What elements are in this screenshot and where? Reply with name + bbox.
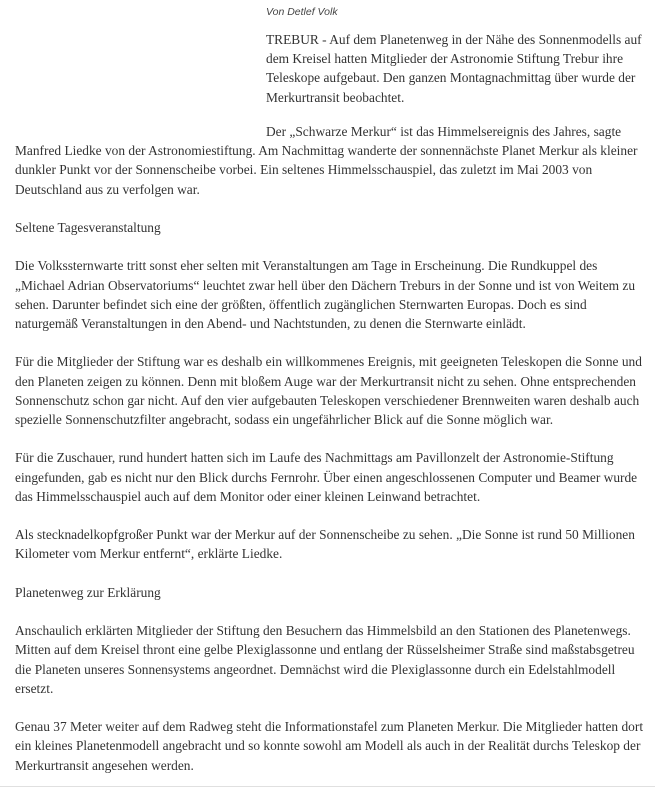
paragraph-5: Als stecknadelkopfgroßer Punkt war der Merkur auf der Sonnenscheibe zu sehen. „Die Sonne ist rund 50 Millionen Kilometer vom Merkur entfernt“, erklärte Liedke. xyxy=(15,527,635,562)
paragraph-3: Für die Mitglieder der Stiftung war es deshalb ein willkommenes Ereignis, mit geeigneten Teleskopen die Sonne und den Planeten zeigen zu können. Denn mit bloßem Auge war der Merkurtransit nicht zu sehen. Ohne entsprechenden Sonnenschutz schon gar nicht. Auf den vier aufgebauten Teleskopen verschiedener Brennweiten waren deshalb auch spezielle Sonnenschutzfilter angebracht, sodass ein ungefährlicher Blick auf die Sonne möglich war. xyxy=(15,354,642,427)
article-lead: TREBUR - Auf dem Planetenweg in der Nähe des Sonnenmodells auf dem Kreisel hatten Mitglieder der Astronomie Stiftung Trebur ihre Teleskope aufgebaut. Den ganzen Montagnachmittag über wurde der Merkurtransit beobachtet. xyxy=(266,32,642,105)
article-body xyxy=(15,122,649,794)
bottom-divider xyxy=(0,786,655,787)
paragraph-2: Die Volkssternwarte tritt sonst eher selten mit Veranstaltungen am Tage in Erscheinung. Die Rundkuppel des „Michael Adrian Observatoriums“ leuchtet zwar hell über den Dächern Treburs in der Sonne und ist von Weitem zu sehen. Darunter befindet sich eine der größten, öffentlich zugänglichen Sternwarten Europas. Doch es sind naturgemäß Veranstaltungen in den Abend- und Nachtstunden, zu denen die Sternwarte einlädt. xyxy=(15,258,636,331)
paragraph-4: Für die Zuschauer, rund hundert hatten sich im Laufe des Nachmittags am Pavillonzelt der Astronomie-Stiftung eingefunden, gab es nicht nur den Blick durchs Fernrohr. Über einen angeschlossenen Computer und Beamer wurde das Himmelsschauspiel auch auf dem Monitor oder einer kleinen Leinwand betrachtet. xyxy=(15,450,638,504)
author-byline: Von Detlef Volk xyxy=(266,6,338,18)
paragraph-6: Anschaulich erklärten Mitglieder der Stiftung den Besuchern das Himmelsbild an den Stationen des Planetenwegs. Mitten auf dem Kreisel thront eine gelbe Plexiglassonne und entlang der Rüsselsheimer Straße sind maßstabsgetreu die Planeten unseres Sonnensystems angeordnet. Demnächst wird die Plexiglassonne durch ein Edelstahlmodell ersetzt. xyxy=(15,623,635,696)
subheading-1: Seltene Tagesveranstaltung xyxy=(15,220,161,235)
paragraph-7: Genau 37 Meter weiter auf dem Radweg steht die Informationstafel zum Planeten Merkur. Die Mitglieder hatten dort ein kleines Planetenmodell angebracht und so konnte sowohl am Modell als auch in der Realität durchs Teleskop der Merkurtransit angesehen werden. xyxy=(15,719,644,773)
paragraph-1: Der „Schwarze Merkur“ ist das Himmelsereignis des Jahres, sagte Manfred Liedke von der Astronomiestiftung. Am Nachmittag wanderte der sonnennächste Planet Merkur als kleiner dunkler Punkt vor der Sonnenscheibe vorbei. Ein seltenes Himmelsschauspiel, das zuletzt im Mai 2003 von Deutschland aus zu verfolgen war. xyxy=(15,124,638,197)
subheading-2: Planetenweg zur Erklärung xyxy=(15,584,161,600)
article-image-area xyxy=(0,0,258,122)
